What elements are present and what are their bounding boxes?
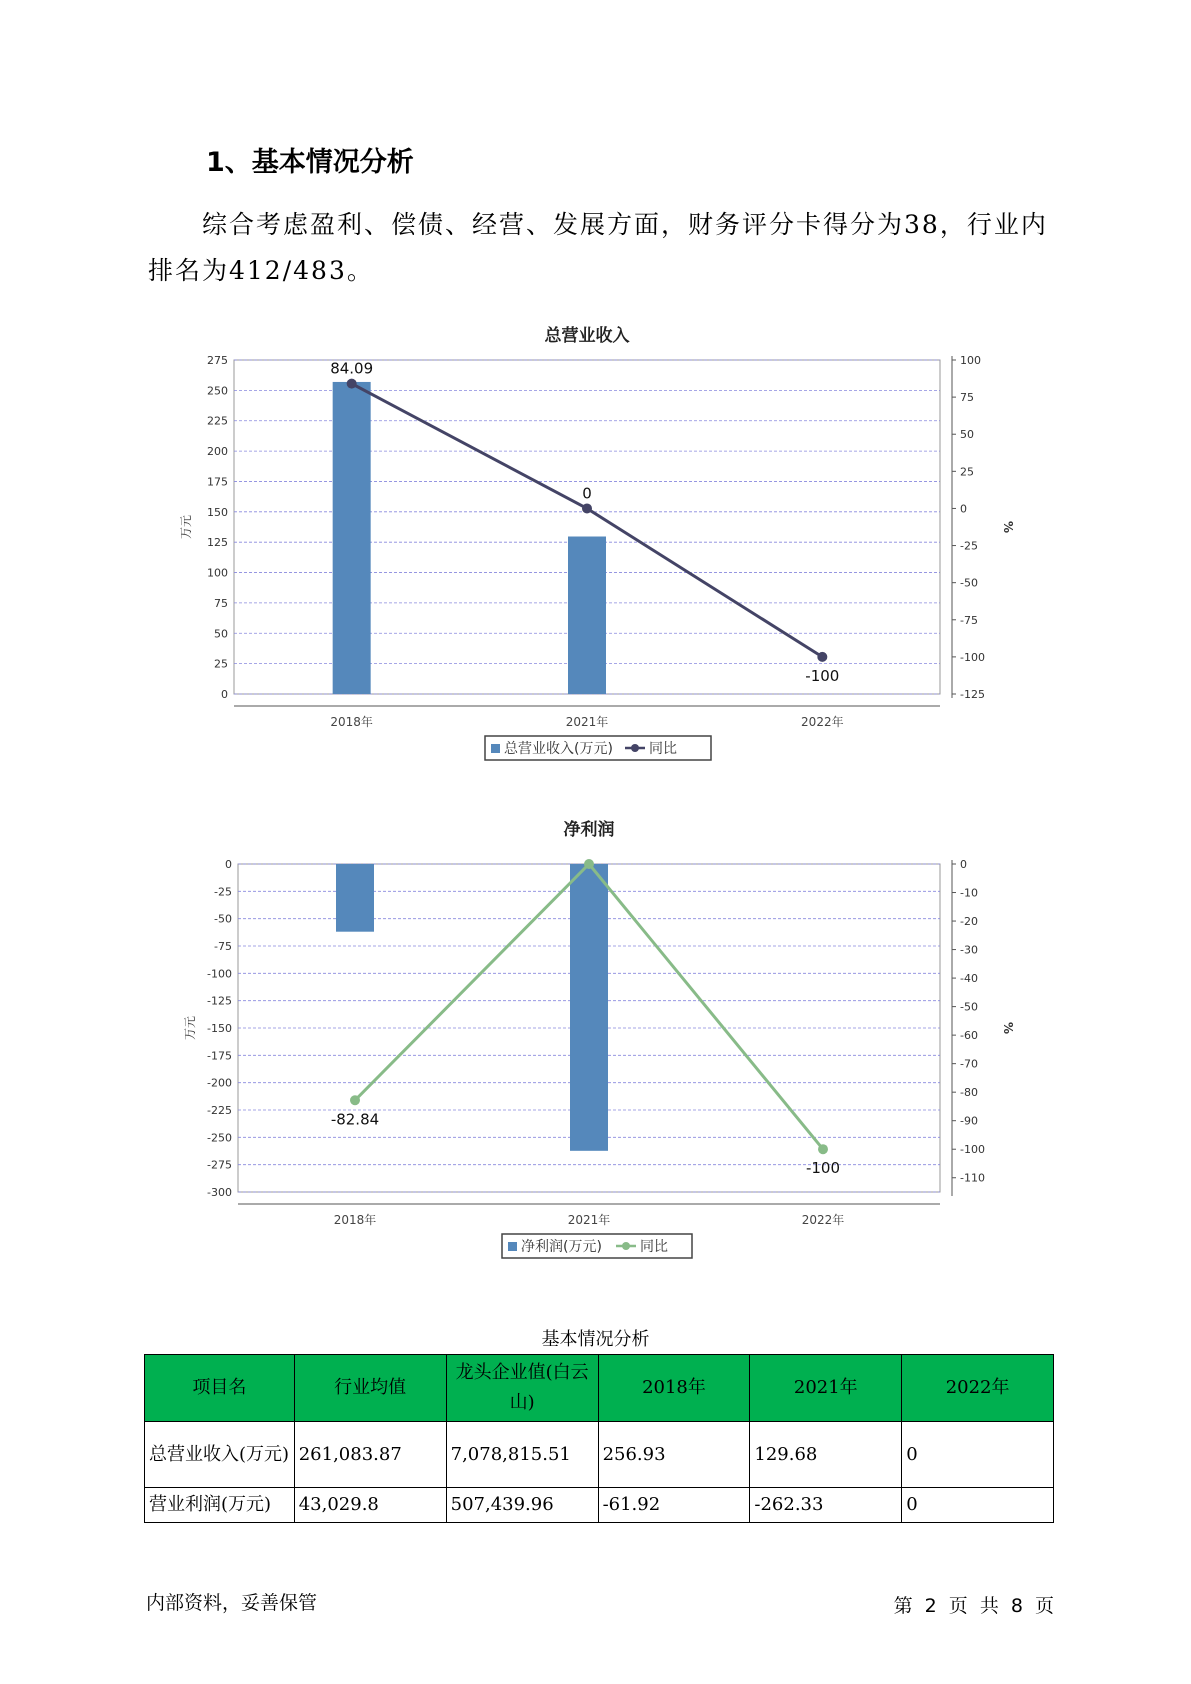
table-header-cell: 项目名 <box>145 1355 295 1422</box>
y2-tick-label: 25 <box>960 465 974 479</box>
bar <box>568 536 606 694</box>
table-cell: -262.33 <box>750 1488 902 1523</box>
line-point <box>582 503 592 513</box>
y2-tick-label: 50 <box>960 428 974 442</box>
y2-tick-label: -25 <box>960 539 978 553</box>
y-tick-label: -275 <box>207 1158 232 1172</box>
table-cell: 256.93 <box>598 1422 750 1488</box>
section-heading: 1、基本情况分析 <box>206 147 414 178</box>
data-label: -100 <box>805 1159 841 1178</box>
table-header-cell: 行业均值 <box>294 1355 446 1422</box>
x-tick-label: 2022年 <box>801 715 844 729</box>
y2-tick-label: -100 <box>960 650 985 664</box>
table-header-row <box>145 1355 1054 1422</box>
chart-title: 净利润 <box>563 820 615 840</box>
x-tick-label: 2021年 <box>565 715 609 729</box>
legend-label: 同比 <box>649 741 677 757</box>
footer-page-number: 第 2 页 共 8 页 <box>893 1595 1054 1617</box>
y-tick-label: -25 <box>214 885 232 899</box>
x-tick-label: 2021年 <box>567 1213 611 1227</box>
line-point <box>818 1144 828 1154</box>
y2-tick-label: 100 <box>960 354 981 367</box>
table-cell: 261,083.87 <box>294 1422 446 1488</box>
legend-bar-swatch <box>508 1242 517 1251</box>
table-cell: -61.92 <box>598 1488 750 1523</box>
y-tick-label: 100 <box>207 566 228 580</box>
table-header-cell: 2022年 <box>902 1355 1054 1422</box>
y-tick-label: 250 <box>207 384 228 398</box>
y-tick-label: -150 <box>207 1022 232 1035</box>
y-tick-label: 275 <box>207 354 228 367</box>
legend-bar-swatch <box>491 744 500 753</box>
table-cell: 0 <box>902 1422 1054 1488</box>
legend-label: 净利润(万元) <box>521 1239 602 1255</box>
net-profit-chart <box>0 820 1191 1280</box>
data-label: -100 <box>805 666 840 685</box>
table-row <box>145 1488 1054 1523</box>
y2-tick-label: 0 <box>960 502 967 516</box>
y2-tick-label: -90 <box>960 1114 978 1128</box>
line-point <box>347 379 357 389</box>
y-axis-label: 万元 <box>179 514 193 540</box>
data-label: 0 <box>582 484 592 503</box>
y-tick-label: 125 <box>207 536 228 550</box>
y2-tick-label: -10 <box>960 886 978 900</box>
bar <box>336 864 374 932</box>
y-tick-label: 75 <box>214 596 228 610</box>
y-tick-label: 50 <box>214 627 228 641</box>
x-tick-label: 2018年 <box>330 715 373 729</box>
line-point <box>817 652 827 662</box>
table-header-cell: 2021年 <box>750 1355 902 1422</box>
y-tick-label: -200 <box>207 1076 232 1090</box>
basic-analysis-table <box>144 1354 1054 1523</box>
y2-tick-label: -50 <box>960 576 978 590</box>
table-cell: 总营业收入(万元) <box>145 1422 295 1488</box>
y-tick-label: 200 <box>207 445 228 459</box>
legend-label: 总营业收入(万元) <box>504 741 613 757</box>
table-caption: 基本情况分析 <box>541 1329 650 1350</box>
y2-tick-label: -110 <box>960 1171 985 1185</box>
legend-line-marker <box>622 1242 630 1250</box>
table-header-cell: 龙头企业值(白云山) <box>446 1355 598 1422</box>
table-cell: 129.68 <box>750 1422 902 1488</box>
bar <box>570 864 608 1151</box>
y2-axis-label: % <box>1001 1021 1015 1035</box>
table-cell: 0 <box>902 1488 1054 1523</box>
y2-tick-label: -50 <box>960 1000 978 1014</box>
y2-tick-label: -70 <box>960 1057 978 1071</box>
y-tick-label: -100 <box>207 967 232 981</box>
y-tick-label: -175 <box>207 1049 232 1063</box>
y2-tick-label: -100 <box>960 1143 985 1157</box>
y-tick-label: -300 <box>207 1186 232 1199</box>
revenue-chart <box>0 320 1191 780</box>
analysis-paragraph: 综合考虑盈利、偿债、经营、发展方面，财务评分卡得分为38，行业内排名为412/483。 <box>148 210 1048 285</box>
y-tick-label: -75 <box>214 940 232 953</box>
y2-tick-label: -30 <box>960 943 978 957</box>
line-point <box>584 859 594 869</box>
y-axis-label: 万元 <box>183 1015 197 1041</box>
chart-title: 总营业收入 <box>544 326 630 346</box>
line-point <box>350 1095 360 1105</box>
y-tick-label: 0 <box>225 858 232 871</box>
y-tick-label: 150 <box>207 505 228 519</box>
legend-label: 同比 <box>640 1239 668 1255</box>
x-tick-label: 2018年 <box>333 1213 377 1227</box>
data-label: -82.84 <box>330 1110 380 1129</box>
table-header-cell: 2018年 <box>598 1355 750 1422</box>
y2-tick-label: -75 <box>960 613 978 627</box>
y-tick-label: -225 <box>207 1104 232 1117</box>
y-tick-label: 225 <box>207 414 228 428</box>
legend-line-marker <box>631 744 639 752</box>
y2-tick-label: -60 <box>960 1029 978 1043</box>
y2-tick-label: 0 <box>960 858 967 871</box>
y-tick-label: -50 <box>214 912 232 926</box>
x-tick-label: 2022年 <box>801 1213 845 1227</box>
footer-confidential: 内部资料，妥善保管 <box>146 1592 318 1614</box>
bar <box>333 382 371 694</box>
table-cell: 507,439.96 <box>446 1488 598 1523</box>
data-label: 84.09 <box>330 359 374 378</box>
table-cell: 7,078,815.51 <box>446 1422 598 1488</box>
y-tick-label: -125 <box>207 994 232 1008</box>
y-tick-label: 175 <box>207 475 228 489</box>
y2-axis-label: % <box>1001 520 1015 534</box>
y-tick-label: 25 <box>214 657 228 671</box>
y-tick-label: 0 <box>221 688 228 701</box>
y2-tick-label: -125 <box>960 688 985 701</box>
y-tick-label: -250 <box>207 1131 232 1145</box>
y2-tick-label: -20 <box>960 915 978 929</box>
table-cell: 43,029.8 <box>294 1488 446 1523</box>
y2-tick-label: 75 <box>960 391 974 405</box>
y2-tick-label: -40 <box>960 972 978 986</box>
table-cell: 营业利润(万元) <box>145 1488 295 1523</box>
y2-tick-label: -80 <box>960 1086 978 1100</box>
table-row <box>145 1422 1054 1488</box>
